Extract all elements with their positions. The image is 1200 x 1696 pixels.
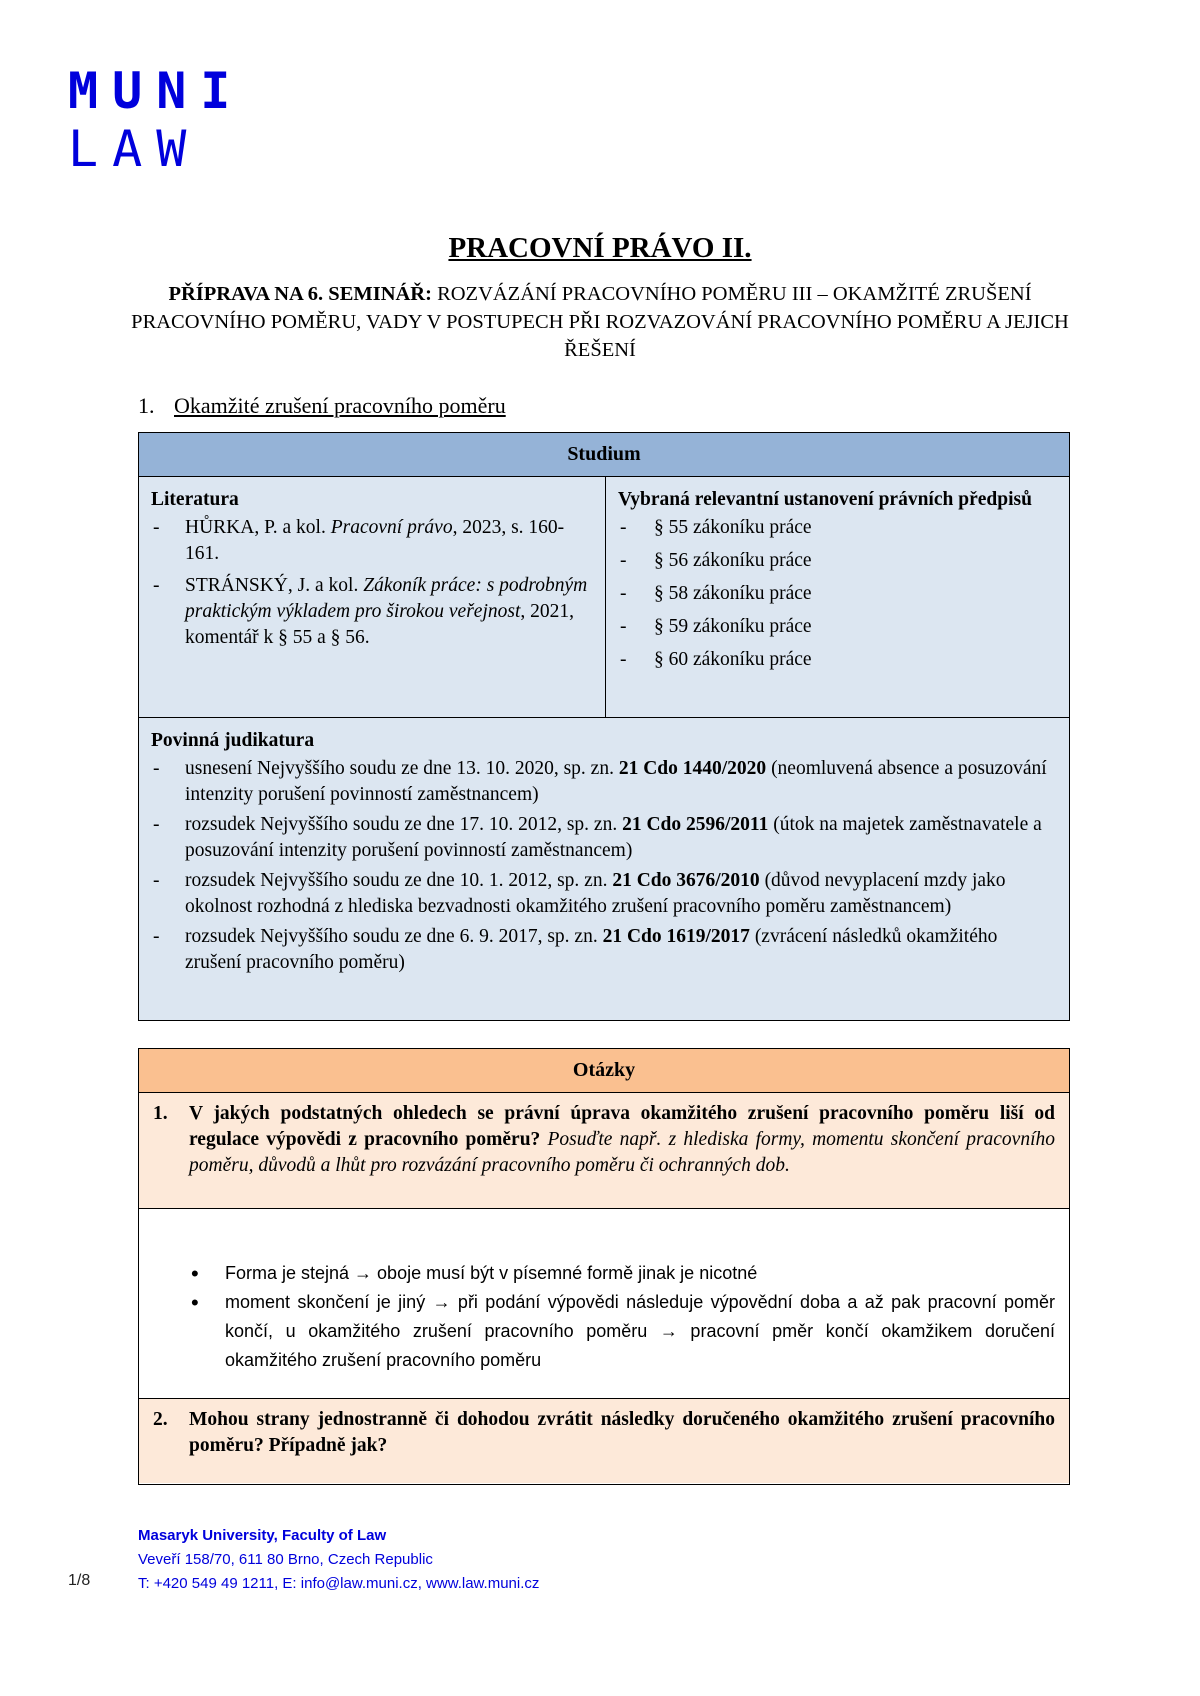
- lit-details: , 2021, komentář k § 55 a § 56.: [185, 601, 574, 648]
- lit-details: , 2023, s. 160-161.: [185, 517, 565, 564]
- study-table: [138, 432, 1070, 1021]
- literature-item: [151, 515, 593, 567]
- footer-street: Veveří 158/70, 611 80 Brno, Czech Republic: [138, 1551, 433, 1568]
- question-text: [189, 1101, 1055, 1200]
- section-heading: [138, 393, 506, 419]
- question-number: 1.: [153, 1103, 168, 1124]
- subtitle-text: ROZVÁZÁNÍ PRACOVNÍHO POMĚRU III – OKAMŽITÉ ZRUŠENÍ PRACOVNÍHO POMĚRU, VADY V POSTUPECH PŘI ROZVAZOVÁNÍ PRACOVNÍHO POMĚRU A JEJICH ŘEŠENÍ: [131, 283, 1069, 361]
- subtitle-prefix: PŘÍPRAVA NA 6. SEMINÁŘ:: [168, 283, 432, 305]
- answer-item: • Forma je stejná → oboje musí být v písemné formě jinak je nicotné: [187, 1259, 1055, 1288]
- study-header: Studium: [139, 433, 1069, 477]
- caselaw-item: [151, 868, 1057, 920]
- provision-item: - § 58 zákoníku práce: [618, 581, 1057, 607]
- answer-area[interactable]: [139, 1209, 1069, 1399]
- case-intro: rozsudek Nejvyššího soudu ze dne 6. 9. 2017, sp. zn.: [185, 926, 603, 947]
- case-intro: rozsudek Nejvyššího soudu ze dne 17. 10. 2012, sp. zn.: [185, 814, 623, 835]
- case-reference: 21 Cdo 1619/2017: [602, 926, 750, 947]
- case-reference: 21 Cdo 2596/2011: [622, 814, 769, 835]
- caselaw-item: [151, 756, 1057, 808]
- provision-item: - § 55 zákoníku práce: [618, 515, 1057, 541]
- case-note: (důvod nevyplacení mzdy jako okolnost rozhodná z hlediska bezvadnosti okamžitého zrušení pracovního poměru zaměstnancem): [185, 870, 1006, 917]
- question-1: [139, 1093, 1069, 1209]
- literature-heading: Literatura: [151, 489, 239, 510]
- footer-institution: Masaryk University, Faculty of Law: [138, 1527, 387, 1544]
- question-text: [189, 1407, 1055, 1475]
- provision-item: - § 56 zákoníku práce: [618, 548, 1057, 574]
- page-subtitle: [130, 280, 1070, 364]
- caselaw-item: [151, 924, 1057, 976]
- case-intro: usnesení Nejvyššího soudu ze dne 13. 10. 2020, sp. zn.: [185, 758, 619, 779]
- case-note: (útok na majetek zaměstnavatele a posuzování intenzity porušení povinností zaměstnancem): [185, 814, 1042, 861]
- case-note: (neomluvená absence a posuzování intenzity porušení povinností zaměstnancem): [185, 758, 1047, 805]
- study-row-sources: [139, 477, 1069, 718]
- answer-item: • moment skončení je jiný → při podání výpovědi následuje výpovědní doba a až pak pracovní poměr končí, u okamžitého zrušení pracovního poměru → pracovní pměr končí okamžikem doručení okamžitého zrušení pracovního poměru: [187, 1288, 1055, 1375]
- case-intro: rozsudek Nejvyššího soudu ze dne 10. 1. 2012, sp. zn.: [185, 870, 613, 891]
- page-title: PRACOVNÍ PRÁVO II.: [448, 232, 752, 264]
- literature-list: [151, 515, 593, 651]
- muni-law-logo: [68, 62, 244, 178]
- footer-address: [138, 1524, 539, 1596]
- section-title: Okamžité zrušení pracovního poměru: [174, 393, 506, 418]
- logo-line-muni: MUNI: [68, 62, 245, 120]
- provision-item: - § 59 zákoníku práce: [618, 614, 1057, 640]
- caselaw-heading: Povinná judikatura: [151, 730, 315, 751]
- question-bold: Mohou strany jednostranně či dohodou zvrátit následky doručeného okamžitého zrušení pracovního poměru? Případně jak?: [189, 1409, 1055, 1456]
- questions-header: Otázky: [139, 1049, 1069, 1093]
- case-reference: 21 Cdo 1440/2020: [618, 758, 767, 779]
- case-reference: 21 Cdo 3676/2010: [612, 870, 760, 891]
- provision-item: - § 60 zákoníku práce: [618, 647, 1057, 673]
- answer-list: [187, 1259, 1055, 1375]
- provisions-list: [618, 515, 1057, 673]
- question-hint: Posuďte např. z hlediska formy, momentu skončení pracovního poměru, důvodů a lhůt pro rozvázání pracovního poměru či ochranných dob.: [189, 1129, 1056, 1176]
- question-number: 2.: [153, 1409, 168, 1430]
- caselaw-item: [151, 812, 1057, 864]
- logo-line-law: LAW: [68, 120, 201, 178]
- page-number: 1/8: [68, 1572, 91, 1589]
- questions-table: [138, 1048, 1070, 1485]
- lit-title: Zákoník práce: s podrobným praktickým výkladem pro širokou veřejnost: [185, 575, 588, 622]
- caselaw-list: [151, 756, 1057, 976]
- provisions-heading: Vybraná relevantní ustanovení právních předpisů: [618, 489, 1032, 510]
- question-2: [139, 1399, 1069, 1483]
- footer-contact: T: +420 549 49 1211, E: info@law.muni.cz, www.law.muni.cz: [138, 1575, 540, 1592]
- literature-item: [151, 573, 593, 651]
- case-note: (zvrácení následků okamžitého zrušení pracovního poměru): [185, 926, 998, 973]
- provisions-cell: [606, 477, 1069, 717]
- question-bold: V jakých podstatných ohledech se právní úprava okamžitého zrušení pracovního poměru liší od regulace výpovědi z pracovního poměru?: [189, 1103, 1055, 1150]
- section-number: 1.: [138, 393, 155, 418]
- literature-cell: [139, 477, 606, 717]
- lit-title: Pracovní právo: [330, 517, 453, 538]
- lit-author: STRÁNSKÝ, J. a kol.: [185, 575, 364, 596]
- lit-author: HŮRKA, P. a kol.: [185, 517, 331, 538]
- caselaw-cell: [139, 718, 1069, 990]
